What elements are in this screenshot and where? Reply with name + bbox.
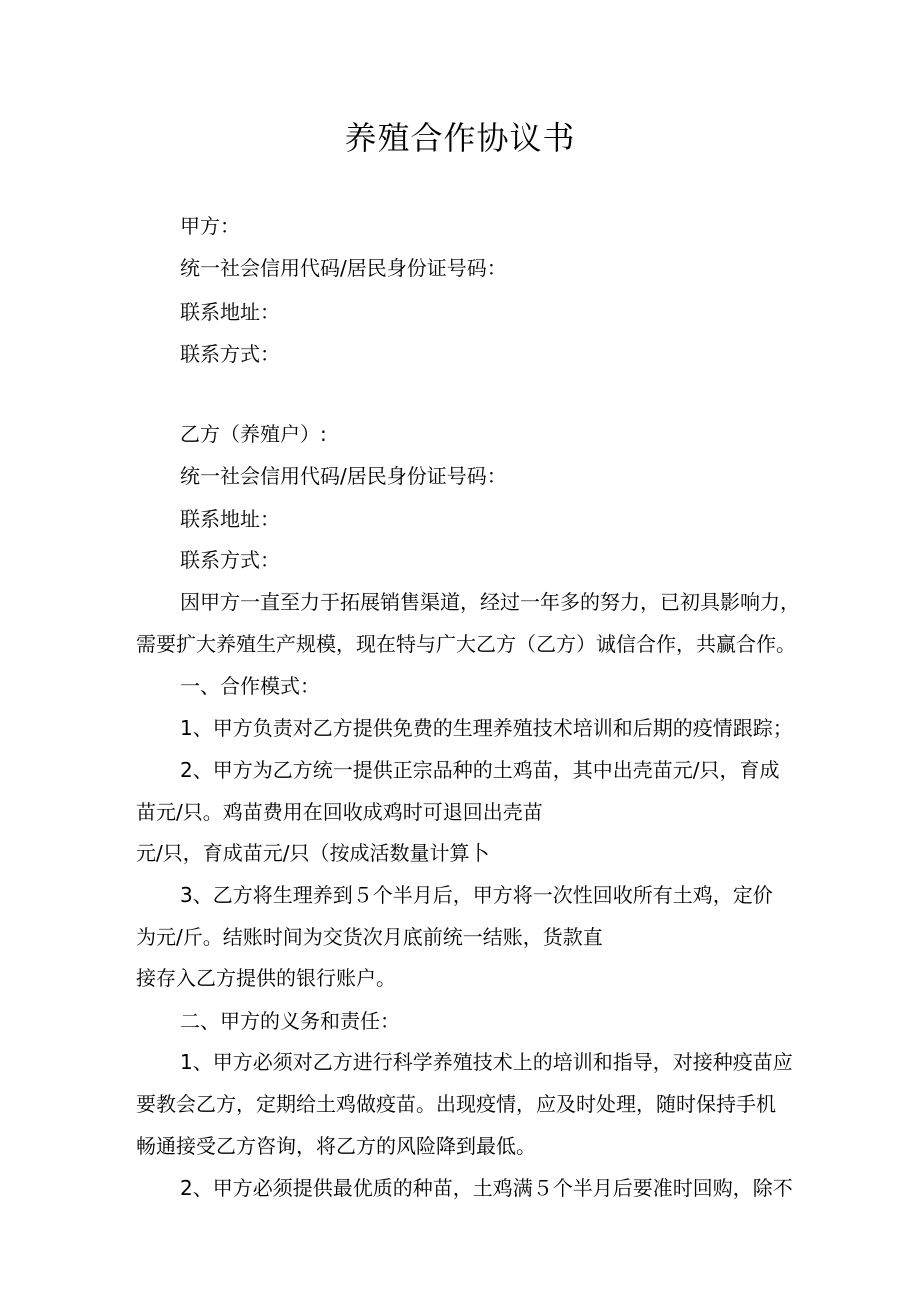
- section-2-item-1-line-3: 畅通接受乙方咨询，将乙方的风险降到最低。: [136, 1134, 536, 1158]
- party-a-credit-code: 统一社会信用代码/居民身份证号码：: [180, 256, 507, 280]
- party-a-label: 甲方：: [180, 214, 240, 238]
- section-1-item-2-line-1: 2、甲方为乙方统一提供正宗品种的土鸡苗，其中出壳苗元/只，育成: [180, 758, 780, 782]
- section-2-item-1-line-2: 要教会乙方，定期给土鸡做疫苗。出现疫情，应及时处理，随时保持手机: [136, 1092, 776, 1116]
- section-2-heading: 二、甲方的义务和责任：: [180, 1009, 400, 1033]
- section-1-item-2-line-3: 元/只，育成苗元/只（按成活数量计算卜: [136, 841, 490, 865]
- document-title: 养殖合作协议书: [344, 119, 576, 157]
- section-2-item-2-line-1: 2、甲方必须提供最优质的种苗，土鸡满５个半月后要准时回购，除不: [180, 1176, 793, 1200]
- section-1-item-3-line-1: 3、乙方将生理养到５个半月后，甲方将一次性回收所有土鸡，定价: [180, 883, 773, 907]
- section-1-item-3-line-3: 接存入乙方提供的银行账户。: [136, 966, 396, 990]
- party-b-contact: 联系方式：: [180, 548, 280, 572]
- section-1-item-2-line-2: 苗元/只。鸡苗费用在回收成鸡时可退回出壳苗: [136, 800, 543, 824]
- party-b-credit-code: 统一社会信用代码/居民身份证号码：: [180, 464, 507, 488]
- section-1-item-3-line-2: 为元/斤。结账时间为交货次月底前统一结账，货款直: [136, 925, 603, 949]
- party-b-label: 乙方（养殖户）:: [180, 422, 327, 446]
- party-a-address: 联系地址：: [180, 300, 280, 324]
- party-a-contact: 联系方式：: [180, 342, 280, 366]
- party-b-address: 联系地址：: [180, 507, 280, 531]
- intro-line-2: 需要扩大养殖生产规模，现在特与广大乙方（乙方）诚信合作，共赢合作。: [136, 632, 796, 656]
- section-2-item-1-line-1: 1、甲方必须对乙方进行科学养殖技术上的培训和指导，对接种疫苗应: [180, 1050, 793, 1074]
- intro-line-1: 因甲方一直至力于拓展销售渠道，经过一年多的努力，已初具影响力，: [180, 590, 800, 614]
- section-1-item-1-line-1: 1、甲方负责对乙方提供免费的生理养殖技术培训和后期的疫情跟踪；: [180, 716, 793, 740]
- section-1-heading: 一、合作模式：: [180, 674, 320, 698]
